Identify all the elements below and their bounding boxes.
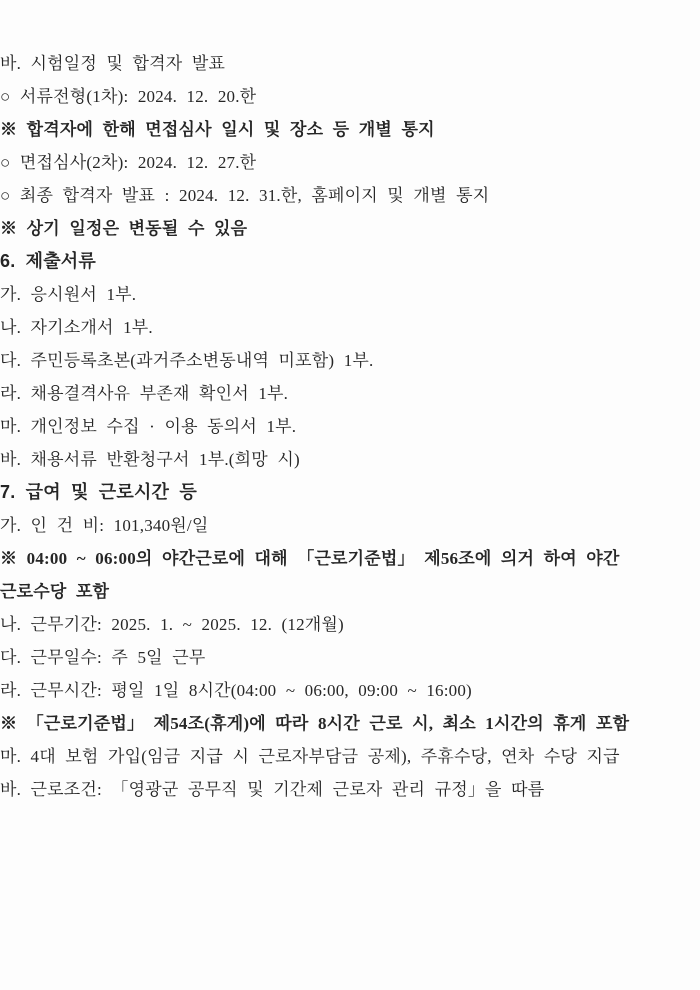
submit-item-application: 가. 응시원서 1부. (0, 285, 137, 304)
pay-item-insurance: 마. 4대 보험 가입(임금 지급 시 근로자부담금 공제), 주휴수당, 연차 수당 지급 (0, 747, 620, 766)
line-document-screening: ○ 서류전형(1차): 2024. 12. 20.한 (0, 87, 257, 106)
section-7-heading: 7. 급여 및 근로시간 등 (0, 482, 197, 502)
submit-item-privacy-consent: 마. 개인정보 수집 · 이용 동의서 1부. (0, 417, 297, 436)
note-interview-individual-notice: ※ 합격자에 한해 면접심사 일시 및 장소 등 개별 통지 (0, 120, 435, 139)
note-schedule-may-change: ※ 상기 일정은 변동될 수 있음 (0, 219, 248, 238)
pay-item-work-period: 나. 근무기간: 2025. 1. ~ 2025. 12. (12개월) (0, 615, 344, 634)
line-final-announcement: ○ 최종 합격자 발표 : 2024. 12. 31.한, 홈페이지 및 개별 통지 (0, 186, 490, 205)
pay-item-work-days: 다. 근무일수: 주 5일 근무 (0, 648, 206, 667)
submit-item-resident-register: 다. 주민등록초본(과거주소변동내역 미포함) 1부. (0, 351, 374, 370)
note-night-allowance-line2: 근로수당 포함 (0, 582, 110, 601)
exam-schedule-title: 바. 시험일정 및 합격자 발표 (0, 54, 226, 73)
pay-item-work-conditions: 바. 근로조건: 「영광군 공무직 및 기간제 근로자 관리 규정」을 따름 (0, 780, 545, 799)
section-6-heading: 6. 제출서류 (0, 251, 96, 271)
pay-item-labor-cost: 가. 인 건 비: 101,340원/일 (0, 516, 209, 535)
submit-item-document-return-request: 바. 채용서류 반환청구서 1부.(희망 시) (0, 450, 300, 469)
line-interview-screening: ○ 면접심사(2차): 2024. 12. 27.한 (0, 153, 257, 172)
note-night-allowance-line1: ※ 04:00 ~ 06:00의 야간근로에 대해 「근로기준법」 제56조에 의거 하여 야간 (0, 549, 620, 568)
submit-item-disqualification-confirm: 라. 채용결격사유 부존재 확인서 1부. (0, 384, 289, 403)
note-break-time: ※ 「근로기준법」 제54조(휴게)에 따라 8시간 근로 시, 최소 1시간의 휴게 포함 (0, 714, 630, 733)
pay-item-work-hours: 라. 근무시간: 평일 1일 8시간(04:00 ~ 06:00, 09:00 ~ 16:00) (0, 681, 472, 700)
submit-item-self-introduction: 나. 자기소개서 1부. (0, 318, 153, 337)
